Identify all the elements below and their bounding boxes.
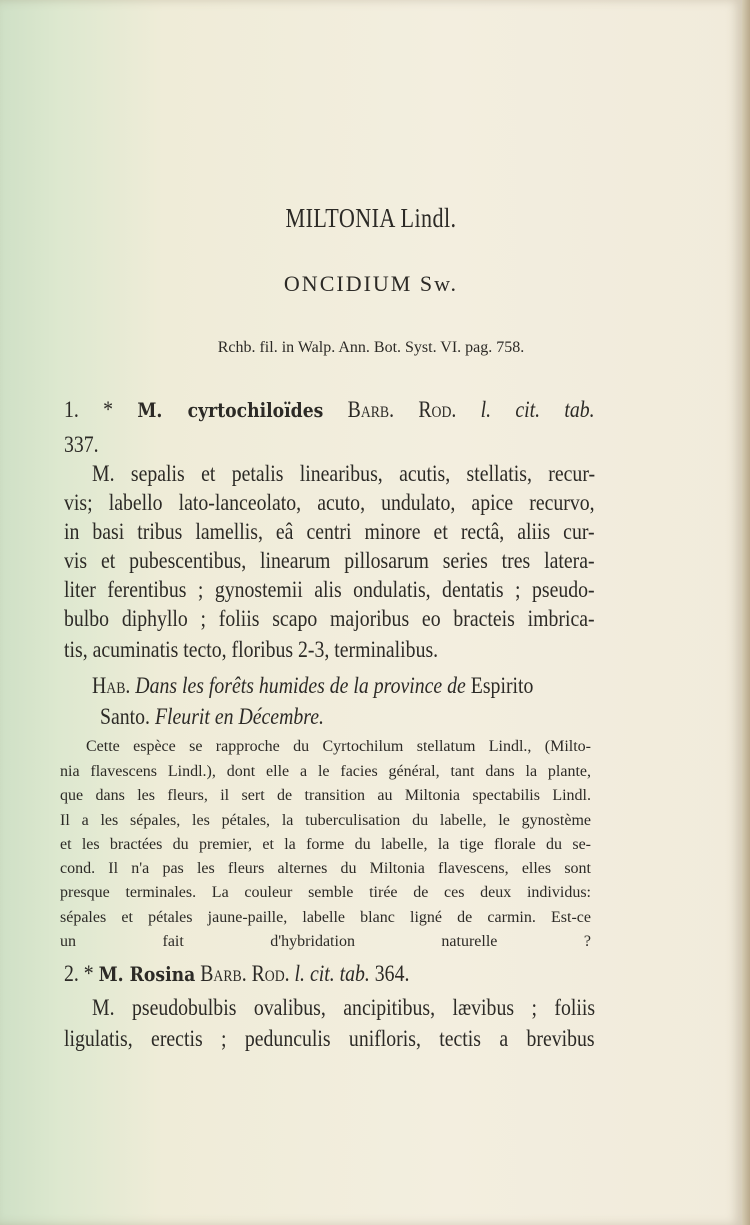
species-2-desc-line: M. pseudobulbis ovalibus, ancipitibus, lævibus ; foliis	[92, 995, 596, 1020]
species-1-author: Barb. Rod.	[347, 397, 457, 422]
habitat-label: Hab.	[92, 673, 131, 698]
habitat-text: Dans les forêts humides de la province de	[135, 673, 466, 698]
species-1-note-line: que dans les fleurs, il sert de transition au Miltonia spectabilis Lindl.	[60, 787, 591, 804]
species-2-author: Barb. Rod.	[200, 961, 290, 986]
species-1-note-line: cond. Il n'a pas les fleurs alternes du Miltonia flavescens, elles sont	[60, 860, 591, 877]
species-1-heading	[64, 397, 595, 423]
species-1-citation: l. cit. tab.	[480, 397, 595, 422]
species-1-habitat-line-2	[100, 704, 557, 730]
species-1-desc-line: vis; labello lato-lanceolato, acuto, undulato, apice recurvo,	[64, 490, 595, 515]
species-1-note-line: un fait d'hybridation naturelle ?	[60, 933, 591, 950]
species-2-star: *	[83, 961, 94, 986]
species-2-name: M. Rosina	[98, 962, 196, 986]
species-1-note-line: Cette espèce se rapproche du Cyrtochilum stellatum Lindl., (Milto-	[86, 738, 591, 755]
species-2-heading	[64, 961, 521, 987]
species-1-note-line: nia flavescens Lindl.), dont elle a le facies général, tant dans la plante,	[60, 763, 591, 780]
species-1-tab-number: 337.	[64, 432, 99, 457]
species-2-number: 2.	[64, 961, 79, 986]
species-1-note-line: presque terminales. La couleur semble tirée de ces deux individus:	[60, 884, 591, 901]
species-1-desc-line: tis, acuminatis tecto, floribus 2-3, terminalibus.	[64, 637, 439, 662]
species-1-habitat-line-1	[92, 673, 549, 699]
page-edge	[742, 0, 750, 1225]
species-1-desc-line: in basi tribus lamellis, eâ centri minore et rectâ, aliis cur-	[64, 519, 595, 544]
species-1-desc-line: M. sepalis et petalis linearibus, acutis, stellatis, recur-	[92, 461, 596, 486]
flowering-time: Fleurit en Décembre.	[154, 704, 324, 729]
species-1-note-line: et les bractées du premier, et la forme du labelle, la tige florale du se-	[60, 836, 591, 853]
species-2-citation: l. cit. tab.	[294, 961, 370, 986]
species-1-number: 1.	[64, 397, 79, 422]
species-1-star: *	[103, 397, 114, 422]
species-2-tab-number: 364.	[374, 961, 410, 986]
species-1-note-line: Il a les sépales, les pétales, la tuberculisation du labelle, le gynostème	[60, 812, 591, 829]
species-1-desc-line: vis et pubescentibus, linearum pillosarum series tres latera-	[64, 548, 595, 573]
species-1-desc-line: liter ferentibus ; gynostemii alis ondulatis, dentatis ; pseudo-	[64, 577, 595, 602]
genus-synonym: ONCIDIUM Sw.	[283, 271, 459, 296]
species-1-desc-line: bulbo diphyllo ; foliis scapo majoribus eo bracteis imbrica-	[64, 606, 595, 631]
species-1-note-line: sépales et pétales jaune-paille, labelle blanc ligné de carmin. Est-ce	[60, 909, 591, 926]
species-2-desc-line: ligulatis, erectis ; pedunculis unifloris, tectis a brevibus	[64, 1026, 595, 1051]
species-1-name: M. cyrtochiloïdes	[137, 398, 324, 422]
genus-title: MILTONIA Lindl.	[285, 203, 457, 233]
bibliographic-reference: Rchb. fil. in Walp. Ann. Bot. Syst. VI. pag. 758.	[217, 339, 525, 356]
habitat-place: Espirito	[470, 673, 534, 698]
habitat-place-2: Santo.	[100, 704, 151, 729]
